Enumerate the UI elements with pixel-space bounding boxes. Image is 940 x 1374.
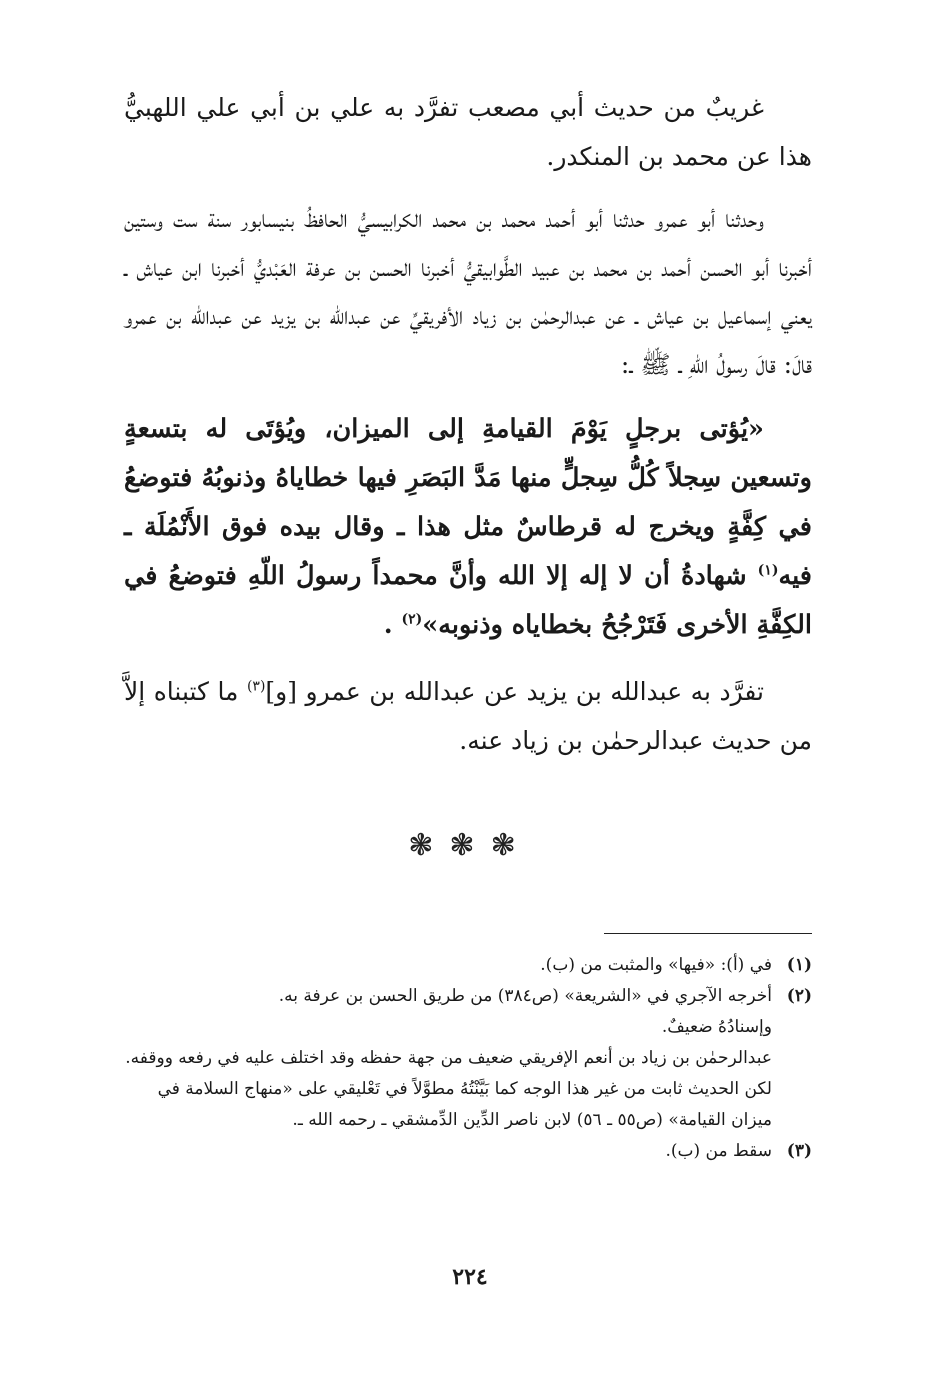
- footnote-line: أخرجه الآجري في «الشريعة» (ص٣٨٤) من طريق الحسن بن عرفة به.: [278, 986, 772, 1006]
- paragraph-1: غريبٌ من حديث أبي مصعب تفرَّد به علي بن أبي علي اللهبيُّ هذا عن محمد بن المنكدر.: [124, 93, 812, 171]
- footnote-line: في (أ): «فيها» والمثبت من (ب).: [540, 955, 772, 975]
- footnote-line: لكن الحديث ثابت من غير هذا الوجه كما بَيَّنْتُهُ مطوَّلاً في تَعْليقي على «منهاج السلامة في ميزان القيامة» (ص٥٥ ـ ٥٦) لابن ناصر الدِّين الدِّمشقي ـ رحمه الله ـ.: [157, 1079, 772, 1130]
- footnote-number: (٣): [786, 1141, 812, 1161]
- footnote-3: [124, 1136, 812, 1167]
- hadith-text: [124, 405, 812, 650]
- main-text: [124, 84, 812, 765]
- hadith-text-part-2: شهادةُ أن لا إله إلا الله وأنَّ محمداً رسولُ اللّهِ فتوضعُ في الكِفَّةِ الأخرى فَتَرْجُحُ بخطاياه وذنوبه»: [124, 561, 812, 640]
- flower-ornament-icon: ❃: [449, 828, 491, 863]
- footnote-ref-1[interactable]: (١): [757, 562, 779, 579]
- footnote-line: سقط من (ب).: [665, 1141, 772, 1161]
- closing-part-2: ما كتبناه إلاَّ من حديث عبدالرحمٰن بن زياد عنه.: [124, 677, 812, 755]
- closing-part-1: تفرَّد به عبدالله بن يزيد عن عبدالله بن عمرو [و]: [265, 677, 764, 706]
- footnote-1: [124, 950, 812, 981]
- page-number: ٢٢٤: [452, 1264, 488, 1290]
- footnote-line: وإسنادُهُ ضعيفٌ.: [661, 1017, 772, 1037]
- footnote-separator: [604, 933, 812, 934]
- footnote-ref-2[interactable]: (٢): [401, 611, 423, 628]
- footnote-number: (١): [786, 955, 812, 975]
- flower-ornament-icon: ❃: [408, 828, 450, 863]
- section-divider-ornaments: [0, 828, 940, 863]
- hadith-end: .: [383, 610, 402, 640]
- hadith-text-part-1: «يُؤتى برجلٍ يَوْمَ القيامةِ إلى الميزان، ويُؤتَى له بتسعةٍ وتسعين سِجلاً كُلُّ سِجلٍّ منها مَدَّ البَصَرِ فيها خطاياهُ وذنوبُهُ فتوضعُ في كِفَّةٍ ويخرج له قرطاسٌ مثل هذا ـ وقال بيده فوق الأَنْمُلَة ـ فيه: [124, 414, 812, 591]
- paragraph-closing: [124, 668, 812, 765]
- paragraph-2: وحدثنا أبو عمرو حدثنا أبو أحمد محمد بن محمد الكرابيسيُّ الحافظُ بنيسابور سنة ست وستين أخبرنا أبو الحسن أحمد بن محمد بن عبيد الطَّوابيقيُّ أخبرنا الحسن بن عرفة العَبْديُّ أخبرنا ابن عياش ـ يعني إسماعيل بن عياش ـ عن عبدالرحمٰن بن زياد الأفريقيِّ عن عبدالله بن يزيد عن عبدالله بن عمرو قالَ: قالَ رسولُ اللّهِ ـ ﷺ ـ:: [124, 204, 812, 379]
- footnote-line: عبدالرحمٰن بن زياد بن أنعم الإفريقي ضعيف من جهة حفظه وقد اختلف عليه في رفعه ووقفه.: [125, 1048, 772, 1068]
- footnotes: [124, 950, 812, 1167]
- flower-ornament-icon: ❃: [490, 828, 532, 863]
- footnote-number: (٢): [786, 986, 812, 1006]
- footnote-ref-3[interactable]: (٣): [246, 678, 266, 695]
- footnote-2: [124, 981, 812, 1136]
